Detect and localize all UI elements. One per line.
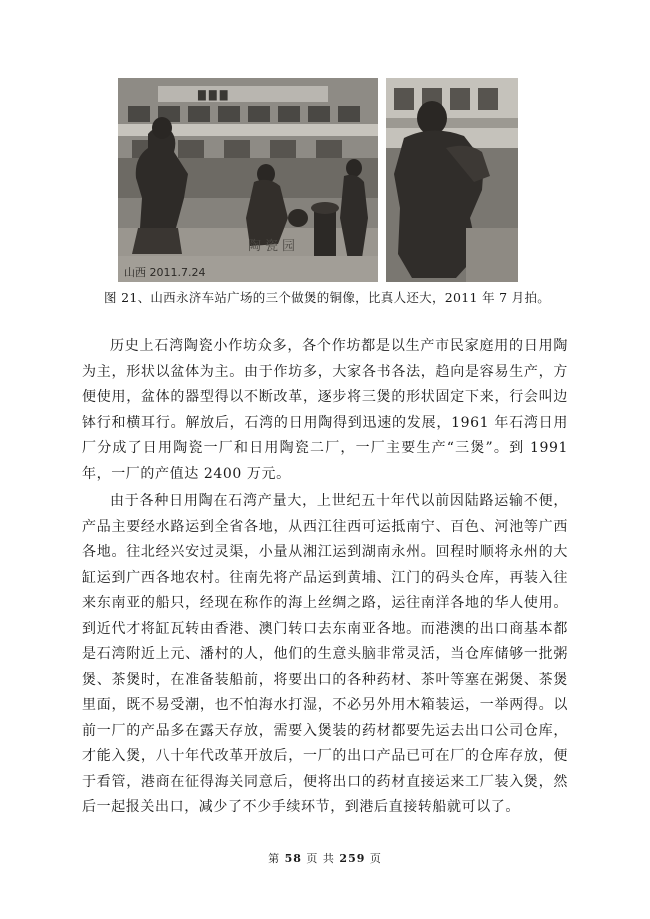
- statue-photo-right: [386, 78, 518, 282]
- page-footer: [0, 850, 650, 866]
- footer-middle: 页 共: [306, 852, 335, 865]
- figure-caption: 图 21、山西永济车站广场的三个做煲的铜像，比真人还大，2011 年 7 月拍。: [104, 290, 551, 305]
- body-paragraph: 由于各种日用陶在石湾产量大，上世纪五十年代以前因陆路运输不便，产品主要经水路运到全省各地，从西江往西可运抵南宁、百色、河池等广西各地。往北经兴安过灵渠，小量从湘江运到湖南永州。回程时顺将永州的大缸运到广西各地农村。往南先将产品运到黄埔、江门的码头仓库，再装入往来东南亚的船只，经现在称作的海上丝绸之路，运往南洋各地的华人使用。到近代才将缸瓦转由香港、澳门转口去东南亚各地。而港澳的出口商基本都是石湾附近上元、潘村的人，他们的生意头脑非常灵活，当仓库储够一批粥煲、茶煲时，在准备装船前，将要出口的各种药材、茶叶等塞在粥煲、茶煲里面，既不易受潮，也不怕海水打湿，不必另外用木箱装运，一举两得。以前一厂的产品多在露天存放，需要入煲装的药材都要先运去出口公司仓库，才能入煲，八十年代改革开放后，一厂的出口产品已可在厂的仓库存放，便于看管，港商在征得海关同意后，便将出口的药材直接运来工厂装入煲，然后一起报关出口，减少了不少手续环节，到港后直接转船就可以了。: [82, 493, 568, 815]
- statue-photo-inscription: 山西 2011.7.24: [124, 266, 206, 279]
- body-paragraph: 历史上石湾陶瓷小作坊众多，各个作坊都是以生产市民家庭用的日用陶为主，形状以盆体为主。由于作坊多，大家各书各法，趋向是容易生产，方便使用，盆体的器型得以不断改革，逐步将三煲的形状固定下来，行会叫边钵行和横耳行。解放后，石湾的日用陶得到迅速的发展，1961 年石湾日用厂分成了日用陶瓷一厂和日用陶瓷二厂，一厂主要生产“三煲”。到 1991 年，一厂的产值达 2400 万元。: [82, 338, 568, 482]
- footer-prefix: 第: [268, 852, 281, 865]
- statue-photo-left-image: [118, 78, 378, 282]
- current-page-number: 58: [284, 852, 302, 865]
- svg-text:▇ ▇ ▇: ▇ ▇ ▇: [198, 90, 228, 101]
- statue-photo-left: [118, 78, 378, 282]
- footer-suffix: 页: [369, 852, 382, 865]
- statue-photo-sign: 陶瓷园: [248, 239, 300, 254]
- total-page-count: 259: [339, 852, 366, 865]
- statue-photo-right-image: [386, 78, 518, 282]
